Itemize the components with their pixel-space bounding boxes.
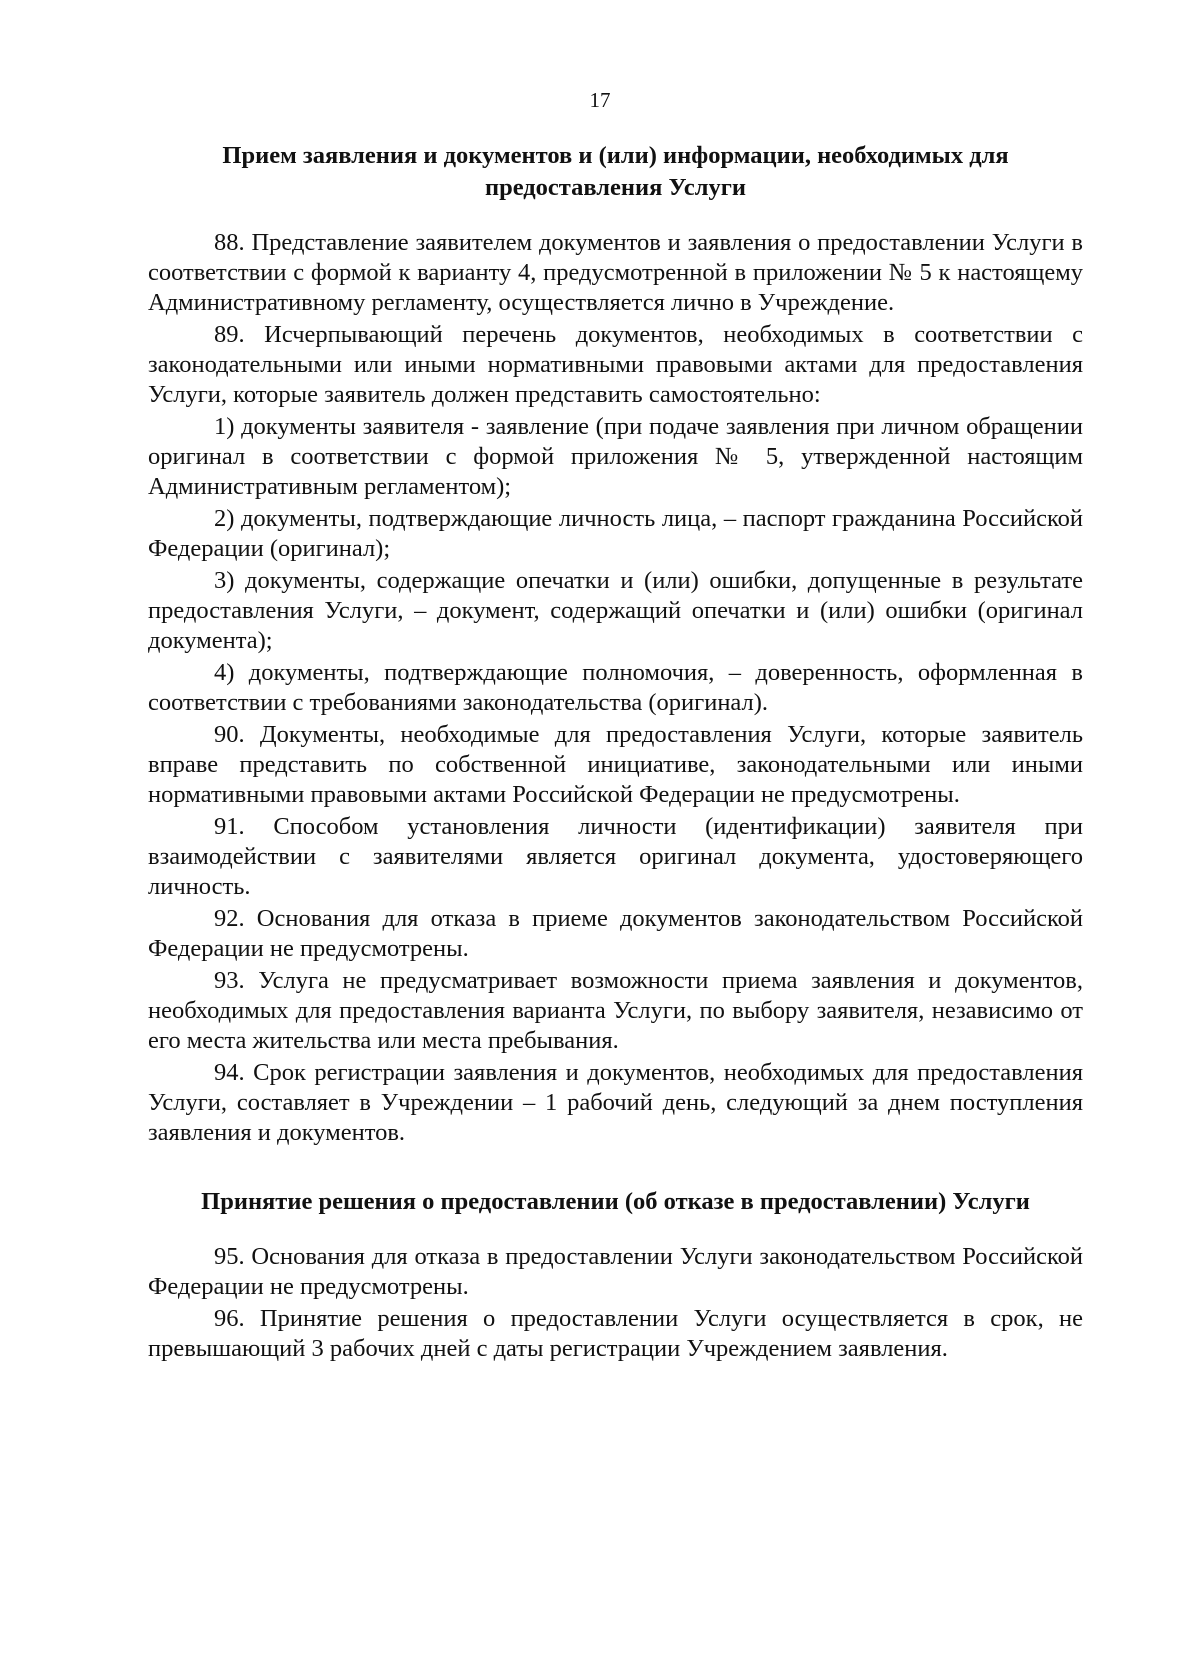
paragraph-95: 95. Основания для отказа в предоставлении Услуги законодательством Российской Федерации не предусмотрены.: [148, 1243, 1083, 1300]
paragraph-88: 88. Представление заявителем документов и заявления о предоставлении Услуги в соответствии с формой к варианту 4, предусмотренной в приложении № 5 к настоящему Административному регламенту, осуществляется лично в Учреждение.: [148, 229, 1083, 316]
paragraph-89: 89. Исчерпывающий перечень документов, необходимых в соответствии с законодательными или иными нормативными правовыми актами для предоставления Услуги, которые заявитель должен представить самостоятельно:: [148, 321, 1083, 408]
paragraph-92: 92. Основания для отказа в приеме документов законодательством Российской Федерации не предусмотрены.: [148, 905, 1083, 962]
list-item-1: 1) документы заявителя - заявление (при подаче заявления при личном обращении оригинал в соответствии с формой приложения № 5, утвержденной настоящим Административным регламентом);: [148, 413, 1083, 500]
list-item-3: 3) документы, содержащие опечатки и (или) ошибки, допущенные в результате предоставления Услуги, – документ, содержащий опечатки и (или) ошибки (оригинал документа);: [148, 567, 1083, 654]
paragraph-90: 90. Документы, необходимые для предоставления Услуги, которые заявитель вправе представить по собственной инициативе, законодательными или иными нормативными правовыми актами Российской Федерации не предусмотрены.: [148, 721, 1083, 808]
document-body: [148, 140, 1083, 1366]
paragraph-96: 96. Принятие решения о предоставлении Услуги осуществляется в срок, не превышающий 3 рабочих дней с даты регистрации Учреждением заявления.: [148, 1305, 1083, 1362]
paragraph-93: 93. Услуга не предусматривает возможности приема заявления и документов, необходимых для предоставления варианта Услуги, по выбору заявителя, независимо от его места жительства или места пребывания.: [148, 967, 1083, 1054]
section-heading-reception: Прием заявления и документов и (или) информации, необходимых для предоставления Услуги: [222, 142, 1009, 201]
paragraph-94: 94. Срок регистрации заявления и документов, необходимых для предоставления Услуги, составляет в Учреждении – 1 рабочий день, следующий за днем поступления заявления и документов.: [148, 1059, 1083, 1146]
list-item-4: 4) документы, подтверждающие полномочия, – доверенность, оформленная в соответствии с требованиями законодательства (оригинал).: [148, 659, 1083, 716]
list-item-2: 2) документы, подтверждающие личность лица, – паспорт гражданина Российской Федерации (оригинал);: [148, 505, 1083, 562]
section-heading-decision: Принятие решения о предоставлении (об отказе в предоставлении) Услуги: [201, 1188, 1030, 1215]
page-number: 17: [589, 88, 611, 112]
paragraph-91: 91. Способом установления личности (идентификации) заявителя при взаимодействии с заявителями является оригинал документа, удостоверяющего личность.: [148, 813, 1083, 900]
